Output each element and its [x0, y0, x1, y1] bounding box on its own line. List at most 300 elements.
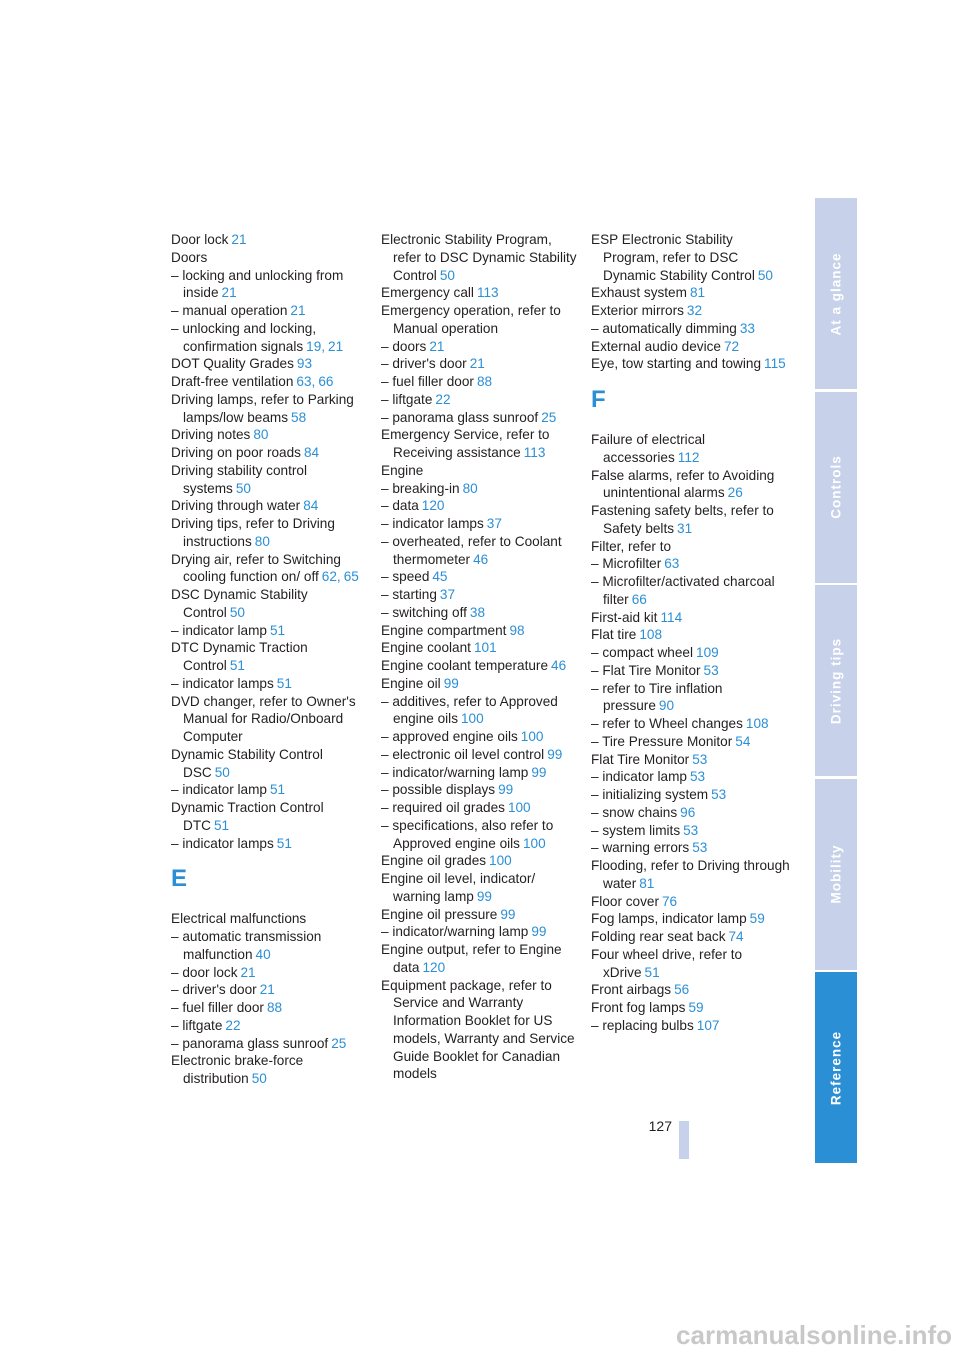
index-entry — [171, 746, 371, 782]
index-entry — [591, 302, 791, 320]
index-entry — [381, 231, 581, 284]
index-entry-text: Flooding, refer to Driving through water — [591, 858, 790, 891]
index-entry — [591, 538, 791, 556]
page-reference-link[interactable]: 99 — [500, 906, 516, 922]
page-reference-link[interactable]: 50 — [757, 267, 773, 283]
page-reference-link[interactable]: 31 — [677, 520, 693, 536]
index-entry-text: – Flat Tire Monitor — [591, 662, 701, 678]
page-reference-link[interactable]: 53 — [692, 751, 708, 767]
page-reference-link[interactable]: 115 — [764, 356, 786, 372]
page-reference-link[interactable]: 120 — [422, 959, 446, 975]
page-reference-link[interactable]: 51 — [276, 835, 292, 851]
page-reference-link[interactable]: 100 — [507, 800, 531, 815]
index-entry-text: Engine coolant — [381, 640, 471, 656]
page-reference-link[interactable]: 72 — [723, 338, 740, 354]
index-entry-text: – refer to Wheel changes — [591, 716, 743, 731]
page-reference-link[interactable]: 53 — [683, 822, 699, 838]
index-entry-text: – compact wheel — [591, 645, 694, 660]
index-entry — [591, 320, 791, 338]
page-reference-link[interactable]: 109 — [696, 645, 719, 660]
index-entry-text: – warning errors — [591, 840, 690, 856]
index-entry — [171, 835, 371, 853]
index-entry — [381, 462, 581, 480]
index-entry — [381, 338, 581, 356]
index-entry-text: Engine output, refer to Engine data — [381, 942, 562, 975]
index-entry — [381, 746, 581, 764]
page-reference-link[interactable]: 21 — [290, 303, 306, 318]
index-entry-text: Electronic Stability Program, refer to DSC Dynamic Stability Control — [381, 232, 577, 283]
page-reference-link[interactable]: 32 — [686, 303, 703, 318]
page-reference-link[interactable]: 25 — [541, 409, 557, 425]
index-entry — [381, 977, 581, 1084]
index-entry-text: Door lock — [171, 232, 229, 247]
index-entry-text: Filter, refer to — [591, 538, 672, 554]
index-entry — [591, 284, 791, 302]
index-entry-text: – indicator/warning lamp — [381, 764, 529, 780]
section-tab-driving-tips[interactable] — [815, 585, 857, 776]
index-entry-text: – panorama glass sunroof — [171, 1035, 329, 1051]
index-entry-text: Driving stability control systems — [171, 462, 307, 496]
index-entry — [591, 946, 791, 982]
index-entry-text: – switching off — [381, 604, 467, 620]
page-reference-link[interactable]: 46 — [473, 551, 489, 567]
page-reference-link[interactable]: 21 — [259, 982, 275, 998]
index-entry-text: – data — [381, 498, 419, 514]
page-reference-link[interactable]: 21 — [221, 285, 237, 301]
index-entry — [381, 639, 581, 657]
index-entry — [171, 267, 371, 303]
section-tab-label: Driving tips — [828, 637, 844, 724]
page-reference-link[interactable]: 113 — [476, 285, 499, 301]
index-entry — [591, 644, 791, 662]
index-entry — [171, 1035, 371, 1053]
index-entry — [171, 426, 371, 444]
index-entry — [591, 804, 791, 822]
page-reference-link[interactable]: 100 — [522, 835, 546, 851]
index-entry — [591, 857, 791, 893]
index-entry-text: – indicator lamps — [381, 516, 484, 531]
page-reference-link[interactable]: 37 — [439, 587, 456, 602]
index-entry — [171, 675, 371, 693]
index-entry-text: Engine — [381, 462, 424, 478]
page-reference-link[interactable]: 66 — [318, 374, 334, 389]
index-entry — [381, 480, 581, 498]
index-entry-text: – Microfilter/activated charcoal filter — [591, 574, 775, 607]
index-entry-text: – system limits — [591, 822, 681, 838]
index-entry-text: – doors — [381, 338, 427, 354]
index-entry — [591, 1017, 791, 1035]
index-entry-text: – indicator lamps — [171, 675, 274, 691]
page-reference-link[interactable]: 51 — [229, 658, 245, 673]
index-entry — [171, 999, 371, 1017]
index-entry-text: – Microfilter — [591, 556, 662, 572]
index-entry-text: – indicator lamp — [171, 622, 267, 638]
index-entry-text: – refer to Tire inflation pressure — [591, 680, 723, 714]
index-entry — [381, 799, 581, 817]
page-reference-link[interactable]: 59 — [749, 911, 765, 927]
page-reference-link[interactable]: 51 — [269, 782, 286, 798]
index-entry-text: – fuel filler door — [381, 374, 474, 389]
page-number-bar — [679, 1121, 689, 1159]
page-reference-link[interactable]: 80 — [254, 533, 270, 549]
index-entry — [591, 231, 791, 284]
index-entry-text: – indicator lamps — [171, 835, 274, 851]
section-tab-label: At a glance — [828, 251, 844, 336]
index-entry-text: DTC Dynamic Traction Control — [171, 640, 308, 673]
page-reference-link[interactable]: 58 — [291, 409, 307, 425]
page-reference-link[interactable]: 80 — [462, 480, 478, 496]
index-entry — [171, 639, 371, 675]
page-reference-link[interactable]: 53 — [692, 840, 708, 856]
index-entry — [591, 662, 791, 680]
page-reference-link[interactable]: 50 — [229, 604, 245, 620]
index-entry-text: Engine coolant temperature — [381, 658, 549, 673]
index-entry-text: – starting — [381, 587, 437, 602]
page-reference-link[interactable]: 51 — [644, 964, 660, 980]
index-entry — [381, 693, 581, 729]
page-reference-link[interactable]: 50 — [251, 1071, 267, 1086]
watermark: carmanualsonline.info — [676, 1320, 952, 1350]
index-entry-text: Engine compartment — [381, 622, 507, 638]
index-entry-text: Driving tips, refer to Driving instructions — [171, 516, 335, 549]
index-entry — [591, 893, 791, 911]
index-entry — [591, 555, 791, 573]
index-entry — [171, 302, 371, 320]
index-entry — [591, 786, 791, 804]
index-entry — [381, 284, 581, 302]
index-entry — [171, 1017, 371, 1035]
page-reference-link[interactable]: 96 — [680, 804, 696, 820]
index-entry — [591, 609, 791, 627]
page-reference-link[interactable]: 51 — [269, 622, 286, 638]
page-reference-link[interactable]: 51 — [276, 675, 292, 691]
index-entry — [171, 1052, 371, 1088]
index-entry-text: – replacing bulbs — [591, 1017, 694, 1033]
page-reference-link[interactable]: 99 — [443, 675, 459, 691]
index-entry-text: Equipment package, refer to Service and Warranty Information Booklet for US models, Warranty and Service Guide Booklet for Canadian models — [381, 977, 575, 1082]
index-entry — [171, 355, 371, 373]
page-reference-link[interactable]: 90 — [658, 698, 675, 714]
index-entry-text: External audio device — [591, 338, 721, 354]
index-entry-text: – possible displays — [381, 782, 496, 798]
section-tab-mobility[interactable] — [815, 779, 857, 970]
index-entry — [591, 573, 791, 609]
index-entry: Drying air, refer to Switching cooling function on/ off 62, 65 — [171, 551, 359, 585]
index-entry-text: Front fog lamps — [591, 1000, 686, 1015]
page-reference-link[interactable]: 108 — [745, 716, 769, 731]
index-entry-text: – automatic transmission malfunction — [171, 929, 322, 962]
page-reference-link[interactable]: 54 — [735, 733, 751, 749]
index-entry — [591, 839, 791, 857]
index-entry — [381, 391, 581, 409]
index-entry — [381, 781, 581, 799]
index-entry — [591, 680, 791, 716]
index-entry-text: Emergency Service, refer to Receiving assistance — [381, 427, 550, 460]
index-entry — [171, 981, 371, 999]
index-entry — [171, 515, 371, 551]
index-entry-text: – speed — [381, 569, 430, 585]
page-reference-link[interactable]: 46 — [551, 658, 567, 673]
index-entry-text: Engine oil level, indicator/ warning lamp — [381, 871, 536, 904]
page-reference-link[interactable]: 37 — [486, 516, 502, 531]
index-entry-text: – overheated, refer to Coolant thermometer — [381, 533, 562, 567]
page-reference-link[interactable]: 22 — [435, 391, 451, 407]
page-reference-link[interactable]: 84 — [303, 498, 319, 514]
index-entry-text: Engine oil — [381, 675, 441, 691]
index-entry-text: Eye, tow starting and towing — [591, 356, 762, 372]
index-entry — [171, 693, 371, 746]
index-entry-text: DOT Quality Grades — [171, 356, 294, 372]
index-entry-text: – breaking-in — [381, 480, 460, 496]
page-reference-link[interactable]: 50 — [439, 267, 455, 283]
index-entry-text: – indicator lamp — [171, 782, 267, 798]
page-number: 127 — [648, 1118, 672, 1134]
page-reference-link[interactable]: 76 — [662, 893, 678, 909]
index-entry-text: DVD changer, refer to Owner's Manual for Radio/Onboard Computer — [171, 693, 356, 744]
page-reference-link[interactable]: 53 — [689, 769, 706, 785]
index-entry — [171, 249, 371, 267]
page-reference-link[interactable]: 81 — [689, 285, 706, 301]
page-reference-link[interactable]: 50 — [235, 480, 251, 496]
index-entry-text: Failure of electrical accessories — [591, 432, 706, 465]
index-entry — [591, 715, 791, 733]
index-entry-text: Flat Tire Monitor — [591, 751, 690, 767]
index-entry — [591, 822, 791, 840]
index-entry — [381, 497, 581, 515]
index-entry-text: – indicator/warning lamp — [381, 924, 529, 940]
index-entry — [591, 338, 791, 356]
page-reference-link[interactable]: 99 — [498, 782, 514, 798]
index-entry-text: Fastening safety belts, refer to Safety belts — [591, 503, 774, 536]
page-reference-link[interactable]: 81 — [639, 875, 655, 891]
index-entry — [591, 768, 791, 786]
index-entry-text: Electrical malfunctions — [171, 911, 307, 927]
page-reference-link[interactable]: 100 — [461, 711, 484, 727]
index-entry — [381, 533, 581, 569]
page-reference-link[interactable]: 63 — [664, 556, 680, 572]
index-entry — [171, 799, 371, 835]
page-reference-link[interactable]: 74 — [728, 929, 744, 944]
index-column-3 — [591, 231, 791, 1035]
index-column-1 — [171, 231, 371, 1088]
page-reference-link[interactable]: 19 — [306, 338, 322, 354]
index-entry-text: Doors — [171, 249, 208, 265]
index-entry-text: – automatically dimming — [591, 320, 737, 336]
index-entry — [381, 817, 581, 853]
page-reference-link[interactable]: 21 — [328, 338, 344, 354]
index-column-2 — [381, 231, 581, 1083]
page-reference-link[interactable]: 59 — [688, 1000, 704, 1015]
page-reference-link[interactable]: 114 — [660, 609, 683, 625]
index-entry-text: – additives, refer to Approved engine oils — [381, 693, 558, 727]
index-entry-text: Fog lamps, indicator lamp — [591, 911, 747, 927]
index-entry-text: False alarms, refer to Avoiding unintentional alarms — [591, 467, 775, 501]
index-entry-text: – snow chains — [591, 804, 678, 820]
index-entry — [381, 373, 581, 391]
index-entry-text: Flat tire — [591, 627, 637, 643]
page-reference-link[interactable]: 120 — [421, 498, 445, 514]
section-tab-label: Mobility — [828, 844, 844, 904]
page-reference-link[interactable]: 112 — [677, 449, 700, 465]
index-entry — [171, 622, 371, 640]
index-entry — [591, 733, 791, 751]
page-reference-link[interactable]: 21 — [231, 232, 247, 247]
page-reference-link[interactable]: 21 — [240, 964, 256, 980]
index-entry: Draft-free ventilation 63, 66 — [171, 374, 334, 389]
page-reference-link[interactable]: 80 — [253, 427, 269, 443]
index-entry — [591, 928, 791, 946]
index-entry-text: Dynamic Traction Control DTC — [171, 800, 324, 833]
page-reference-link[interactable]: 56 — [674, 982, 690, 998]
page-reference-link[interactable]: 108 — [639, 627, 663, 643]
page-reference-link[interactable]: 33 — [739, 320, 755, 336]
page-reference-link[interactable]: 21 — [469, 356, 485, 372]
page-reference-link[interactable]: 22 — [225, 1017, 241, 1033]
index-entry — [171, 462, 371, 498]
index-entry-text: – fuel filler door — [171, 1000, 264, 1015]
index-entry-text: Four wheel drive, refer to xDrive — [591, 946, 743, 980]
page-reference-link[interactable]: 66 — [631, 591, 647, 607]
page-reference-link[interactable]: 53 — [703, 662, 719, 678]
section-tab-controls[interactable] — [815, 392, 857, 583]
index-entry-text: Driving notes — [171, 427, 251, 443]
page-reference-link[interactable]: 45 — [432, 569, 448, 585]
index-entry — [381, 586, 581, 604]
index-entry-text: Driving lamps, refer to Parking lamps/low beams — [171, 391, 354, 425]
index-entry — [381, 355, 581, 373]
section-tab-label: Reference — [828, 1030, 844, 1105]
page-reference-link[interactable]: 51 — [213, 817, 230, 833]
section-letter: E — [171, 865, 188, 893]
section-tab-label: Controls — [828, 455, 844, 519]
section-tab-at-a-glance[interactable] — [815, 198, 857, 389]
index-entry-text: DSC Dynamic Stability Control — [171, 587, 308, 620]
index-entry — [171, 391, 371, 427]
page-reference-link[interactable]: 99 — [531, 924, 547, 940]
index-entry — [171, 781, 371, 799]
page-reference-link[interactable]: 50 — [214, 764, 230, 780]
page-reference-link[interactable]: 26 — [727, 485, 743, 501]
index-entry — [591, 626, 791, 644]
index-entry — [381, 870, 581, 906]
page-reference-link[interactable]: 98 — [509, 622, 525, 638]
index-entry-text: Draft-free ventilation — [171, 374, 294, 389]
index-entry — [591, 431, 791, 467]
page-reference-link[interactable]: 88 — [266, 1000, 283, 1015]
index-entry — [381, 426, 581, 462]
index-entry — [381, 604, 581, 622]
index-entry — [591, 999, 791, 1017]
section-tab-reference[interactable] — [815, 972, 857, 1163]
page-reference-link[interactable]: 99 — [476, 888, 492, 904]
index-entry-text: – initializing system — [591, 787, 709, 802]
index-entry-text: – liftgate — [381, 391, 433, 407]
index-entry — [381, 675, 581, 693]
page-reference-link[interactable]: 113 — [523, 445, 546, 460]
index-entry-text: – unlocking and locking, confirmation signals — [171, 320, 317, 354]
index-entry-text: Emergency operation, refer to Manual operation — [381, 303, 561, 336]
index-entry — [171, 586, 371, 622]
index-entry — [381, 923, 581, 941]
page-reference-link[interactable]: 107 — [696, 1017, 720, 1033]
index-entry-text: – electronic oil level control — [381, 746, 545, 762]
index-entry-text: Floor cover — [591, 893, 659, 909]
section-letter: F — [591, 386, 606, 413]
index-entry-text: Drying air, refer to Switching cooling function on/ off — [171, 551, 341, 585]
index-entry-text: Driving through water — [171, 498, 301, 514]
index-entry — [591, 981, 791, 999]
index-entry — [381, 906, 581, 924]
page-reference-link[interactable]: 62 — [321, 569, 337, 585]
index-entry — [381, 515, 581, 533]
page-reference-link[interactable]: 53 — [711, 787, 727, 802]
index-entry-text: – panorama glass sunroof — [381, 409, 539, 425]
index-entry-text: Front airbags — [591, 982, 672, 998]
index-entry — [171, 910, 371, 928]
index-entry-text: – approved engine oils — [381, 729, 518, 744]
page-reference-link[interactable]: 99 — [531, 764, 547, 780]
index-entry-text: – liftgate — [171, 1017, 223, 1033]
index-entry-text: Engine oil grades — [381, 853, 487, 869]
index-entry — [381, 728, 581, 746]
page-reference-link[interactable]: 93 — [296, 356, 313, 372]
page-reference-link[interactable]: 38 — [469, 604, 486, 620]
page-reference-link[interactable]: 99 — [547, 746, 563, 762]
index-entry-text: Driving on poor roads — [171, 445, 301, 460]
index-entry — [381, 409, 581, 427]
page-reference-link[interactable]: 84 — [303, 445, 320, 460]
page-reference-link[interactable]: 21 — [429, 338, 445, 354]
index-entry-text: – door lock — [171, 964, 238, 980]
index-entry — [591, 910, 791, 928]
index-entry-text: Exterior mirrors — [591, 303, 684, 318]
index-entry — [171, 964, 371, 982]
index-entry-text: – driver's door — [381, 356, 467, 372]
index-entry — [381, 568, 581, 586]
index-entry-text: Folding rear seat back — [591, 929, 726, 944]
page-reference-link[interactable]: 25 — [331, 1035, 347, 1051]
page-reference-link[interactable]: 65 — [343, 569, 359, 585]
index-entry-text: Engine oil pressure — [381, 906, 498, 922]
index-entry — [591, 751, 791, 769]
index-entry-text: – driver's door — [171, 982, 257, 998]
page-reference-link[interactable]: 40 — [255, 946, 271, 962]
index-entry — [591, 502, 791, 538]
index-entry-text: Emergency call — [381, 285, 474, 301]
page-reference-link[interactable]: 101 — [473, 640, 497, 656]
index-entry-text: First-aid kit — [591, 609, 658, 625]
index-entry — [171, 928, 371, 964]
index-entry — [381, 302, 581, 338]
index-entry-text: – manual operation — [171, 303, 288, 318]
index-entry-text: Dynamic Stability Control DSC — [171, 746, 323, 780]
index-entry — [381, 657, 581, 675]
index-entry-text: – indicator lamp — [591, 769, 687, 785]
page-reference-link[interactable]: 100 — [520, 729, 544, 744]
index-entry-text: – specifications, also refer to Approved engine oils — [381, 817, 554, 851]
index-entry — [381, 764, 581, 782]
index-entry — [381, 622, 581, 640]
index-entry-text: ESP Electronic Stability Program, refer to DSC Dynamic Stability Control — [591, 232, 755, 283]
index-entry — [381, 941, 581, 977]
index-entry-text: – Tire Pressure Monitor — [591, 733, 733, 749]
section-tabs — [815, 198, 857, 1166]
index-entry — [171, 497, 371, 515]
index-entry-text: Exhaust system — [591, 285, 687, 301]
page-reference-link[interactable]: 100 — [489, 853, 512, 869]
page-reference-link[interactable]: 63 — [296, 374, 312, 389]
page-reference-link[interactable]: 88 — [476, 374, 493, 389]
